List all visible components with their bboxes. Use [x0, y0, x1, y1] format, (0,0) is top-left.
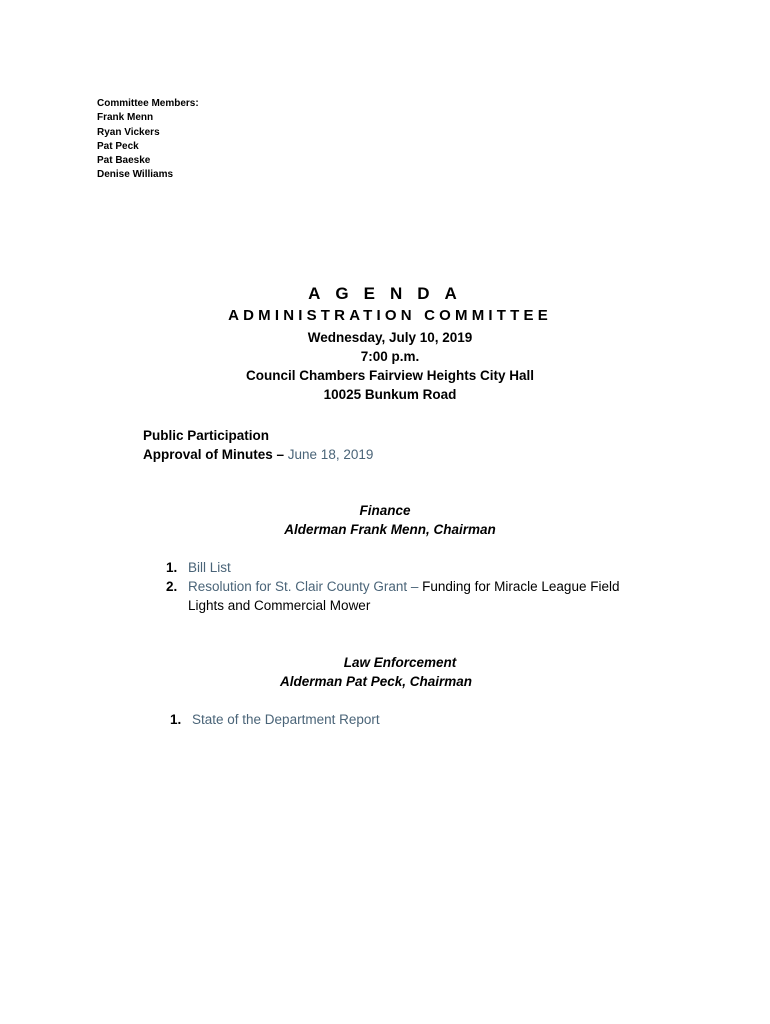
bill-list-link[interactable]: Bill List [188, 560, 231, 575]
list-item [166, 560, 231, 575]
meeting-date: Wednesday, July 10, 2019 [307, 330, 473, 345]
department-report-link[interactable]: State of the Department Report [192, 712, 380, 727]
list-item [170, 712, 380, 727]
agenda-title: AGENDA [308, 284, 472, 303]
member-name: Ryan Vickers [97, 126, 160, 138]
member-name: Denise Williams [97, 169, 174, 181]
item-number: 1. [170, 712, 182, 727]
item-number: 2. [166, 579, 178, 594]
law-enforcement-title: Law Enforcement [343, 655, 457, 670]
finance-title: Finance [359, 503, 411, 518]
item-text-continued: Lights and Commercial Mower [188, 598, 371, 613]
meeting-location: Council Chambers Fairview Heights City Hall [245, 368, 535, 383]
member-name: Frank Menn [97, 112, 154, 124]
finance-chair: Alderman Frank Menn, Chairman [284, 522, 496, 537]
members-heading: Committee Members: [97, 98, 199, 109]
approval-label: Approval of Minutes – [143, 447, 285, 462]
grant-resolution-link[interactable]: Resolution for St. Clair County Grant – [188, 579, 419, 594]
member-name: Pat Baeske [97, 155, 151, 167]
approval-of-minutes [143, 447, 373, 462]
meeting-time: 7:00 p.m. [360, 349, 420, 364]
committee-title: ADMINISTRATION COMMITTEE [228, 307, 552, 324]
committee-members [97, 97, 199, 183]
law-enforcement-chair: Alderman Pat Peck, Chairman [279, 674, 473, 689]
meeting-address: 10025 Bunkum Road [323, 387, 457, 402]
approval-minutes-link[interactable]: June 18, 2019 [287, 447, 374, 462]
member-name: Pat Peck [97, 140, 139, 152]
item-number: 1. [166, 560, 178, 575]
item-text: Funding for Miracle League Field [418, 579, 620, 594]
list-item [166, 579, 619, 594]
public-participation: Public Participation [143, 428, 270, 443]
